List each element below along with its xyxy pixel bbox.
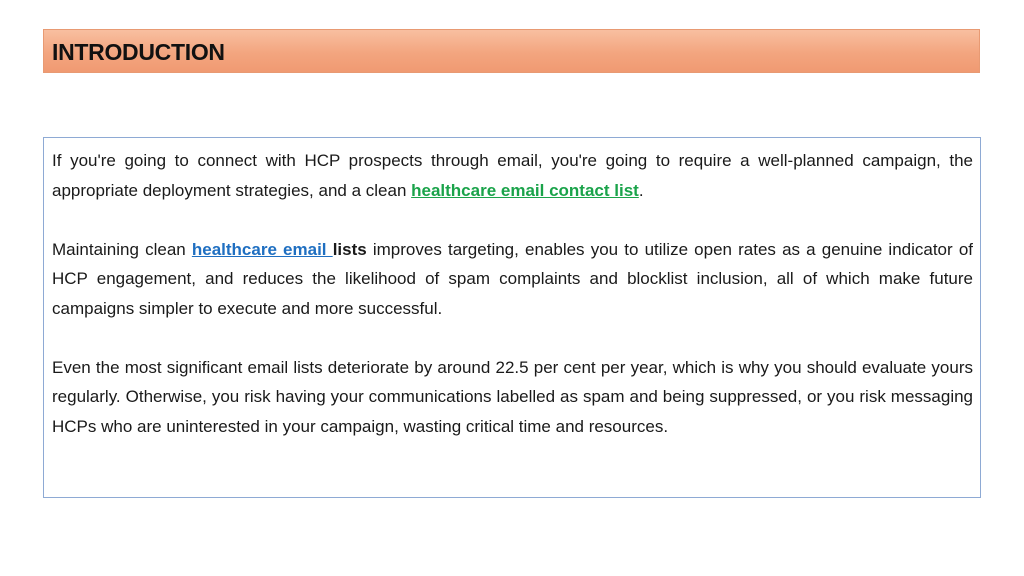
paragraph-2-text: improves targeting, enables you to utilize open rates as a genuine indicator of HCP engagement, and reduces the likelihood of spam complaints and blocklist inclusion, all of which make future campaigns simpler to execute and more successful. [52, 239, 973, 318]
page-title: INTRODUCTION [52, 39, 225, 65]
paragraph-3: Even the most significant email lists deteriorate by around 22.5 per cent per year, which is why you should evaluate yours regularly. Otherwise, you risk having your communications labelled as spam and being suppressed, or you risk messaging HCPs who are uninterested in your campaign, wasting critical time and resources. [52, 357, 973, 436]
title-bar [43, 29, 980, 73]
paragraph-1-end: . [638, 180, 644, 200]
paragraph-2 [52, 235, 973, 324]
paragraph-1 [52, 146, 973, 205]
content-box [43, 137, 981, 498]
paragraph-1-text: If you're going to connect with HCP prospects through email, you're going to require a well-planned campaign, the appropriate deployment strategies, and a clean [52, 151, 973, 200]
healthcare-email-contact-list-link[interactable]: healthcare email contact list [411, 180, 639, 200]
healthcare-email-link[interactable]: healthcare email [191, 239, 333, 259]
paragraph-2-start: Maintaining clean [52, 239, 192, 259]
lists-bold-text: lists [332, 239, 367, 259]
